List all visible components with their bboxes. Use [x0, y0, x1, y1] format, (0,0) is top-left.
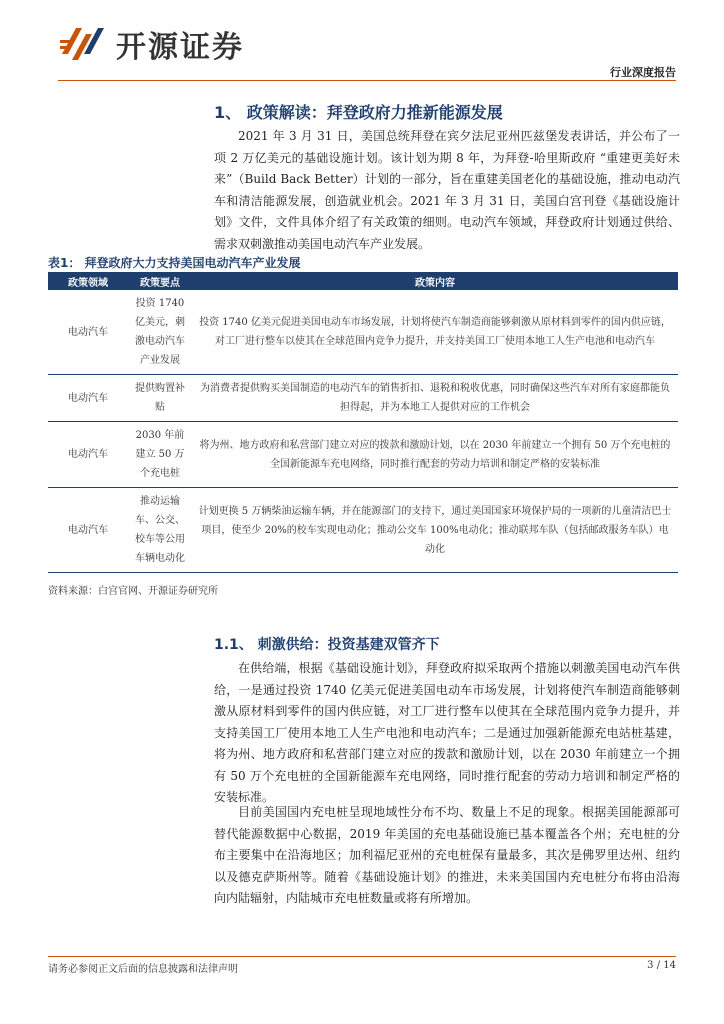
section-1-heading: 1、 政策解读：拜登政府力推新能源发展	[214, 103, 503, 122]
table-cell-field: 电动汽车	[48, 488, 128, 573]
section-1-paragraph: 2021 年 3 月 31 日，美国总统拜登在宾夕法尼亚州匹兹堡发表讲话，并公布了一项 2 万亿美元的基础设施计划。该计划为期 8 年，为拜登-哈里斯政府 “重建更美好未来”（Build Back Better）计划的一部分，旨在重建美国老化的基础设施，推动电动汽车和清洁能源发展，创造就业机会。2021 年 3 月 31 日，美国白宫刊登《基础设施计划》文件，文件具体介绍了有关政策的细则。电动汽车领域，拜登政府计划通过供给、需求双刺激推动美国电动汽车产业发展。	[214, 129, 680, 251]
policy-table	[48, 272, 678, 573]
table-cell-content: 计划更换 5 万辆柴油运输车辆，并在能源部门的支持下，通过美国国家环境保护局的一项新的儿童清洁巴士项目，使至少 20%的校车实现电动化；推动公交车 100%电动化；推动联邦车队（包括邮政服务车队）电动化	[192, 488, 678, 573]
logo-text: 开源证券	[116, 30, 244, 65]
table-cell-field: 电动汽车	[48, 422, 128, 488]
table-cell-content: 投资 1740 亿美元促进美国电动车市场发展，计划将使汽车制造商能够刺激从原材料到零件的国内供应链，对工厂进行整车以使其在全球范围内竞争力提升，并支持美国工厂使用本地工人生产电池和电动汽车	[192, 290, 678, 375]
table-row	[48, 422, 678, 488]
table-row	[48, 290, 678, 375]
section-1-1-paragraph-1: 在供给端，根据《基础设施计划》，拜登政府拟采取两个措施以刺激美国电动汽车供给，一是通过投资 1740 亿美元促进美国电动车市场发展，计划将使汽车制造商能够刺激从原材料到零件的国内供应链，对工厂进行整车以使其在全球范围内竞争力提升，并支持美国工厂使用本地工人生产电池和电动汽车；二是通过加强新能源充电站桩基建，将为州、地方政府和私营部门建立对应的拨款和激励计划，以在 2030 年前建立一个拥有 50 万个充电桩的全国新能源车充电网络，同时推行配套的劳动力培训和制定严格的安装标准。	[214, 661, 680, 804]
footer-disclaimer: 请务必参阅正文后面的信息披露和法律声明	[48, 964, 238, 975]
table-source-note: 资料来源：白宫官网、开源证券研究所	[48, 586, 218, 597]
page-number: 3 / 14	[647, 960, 676, 971]
company-logo	[58, 22, 244, 66]
table-cell-field: 电动汽车	[48, 290, 128, 375]
table-row	[48, 488, 678, 573]
table-row	[48, 375, 678, 422]
header-divider	[58, 80, 676, 81]
table-header-cell: 政策要点	[128, 272, 192, 290]
table-cell-point: 投资 1740 亿美元，刺激电动汽车产业发展	[128, 290, 192, 375]
section-1-1-heading: 1.1、 刺激供给：投资基建双管齐下	[214, 637, 440, 653]
report-type-label: 行业深度报告	[610, 66, 676, 79]
table-cell-field: 电动汽车	[48, 375, 128, 422]
table-cell-point: 推动运输车、公交、校车等公用车辆电动化	[128, 488, 192, 573]
footer-divider	[48, 956, 676, 957]
table-cell-content: 为消费者提供购买美国制造的电动汽车的销售折扣、退税和税收优惠，同时确保这些汽车对所有家庭都能负担得起，并为本地工人提供对应的工作机会	[192, 375, 678, 422]
logo-mark-icon	[58, 24, 108, 64]
table-header-cell: 政策内容	[192, 272, 678, 290]
table-header-cell: 政策领域	[48, 272, 128, 290]
table-caption: 表1： 拜登政府大力支持美国电动汽车产业发展	[48, 256, 301, 270]
table-header-row	[48, 272, 678, 290]
table-cell-point: 提供购置补贴	[128, 375, 192, 422]
table-cell-content: 将为州、地方政府和私营部门建立对应的拨款和激励计划，以在 2030 年前建立一个拥有 50 万个充电桩的全国新能源车充电网络，同时推行配套的劳动力培训和制定严格的安装标准	[192, 422, 678, 488]
table-cell-point: 2030 年前建立 50 万个充电桩	[128, 422, 192, 488]
section-1-1-paragraph-2: 目前美国国内充电桩呈现地域性分布不均、数量上不足的现象。根据美国能源部可替代能源数据中心数据，2019 年美国的充电基础设施已基本覆盖各个州；充电桩的分布主要集中在沿海地区；加利福尼亚州的充电桩保有量最多，其次是佛罗里达州、纽约以及德克萨斯州等。随着《基础设施计划》的推进，未来美国国内充电桩分布将由沿海向内陆辐射，内陆城市充电桩数量或将有所增加。	[214, 805, 680, 905]
